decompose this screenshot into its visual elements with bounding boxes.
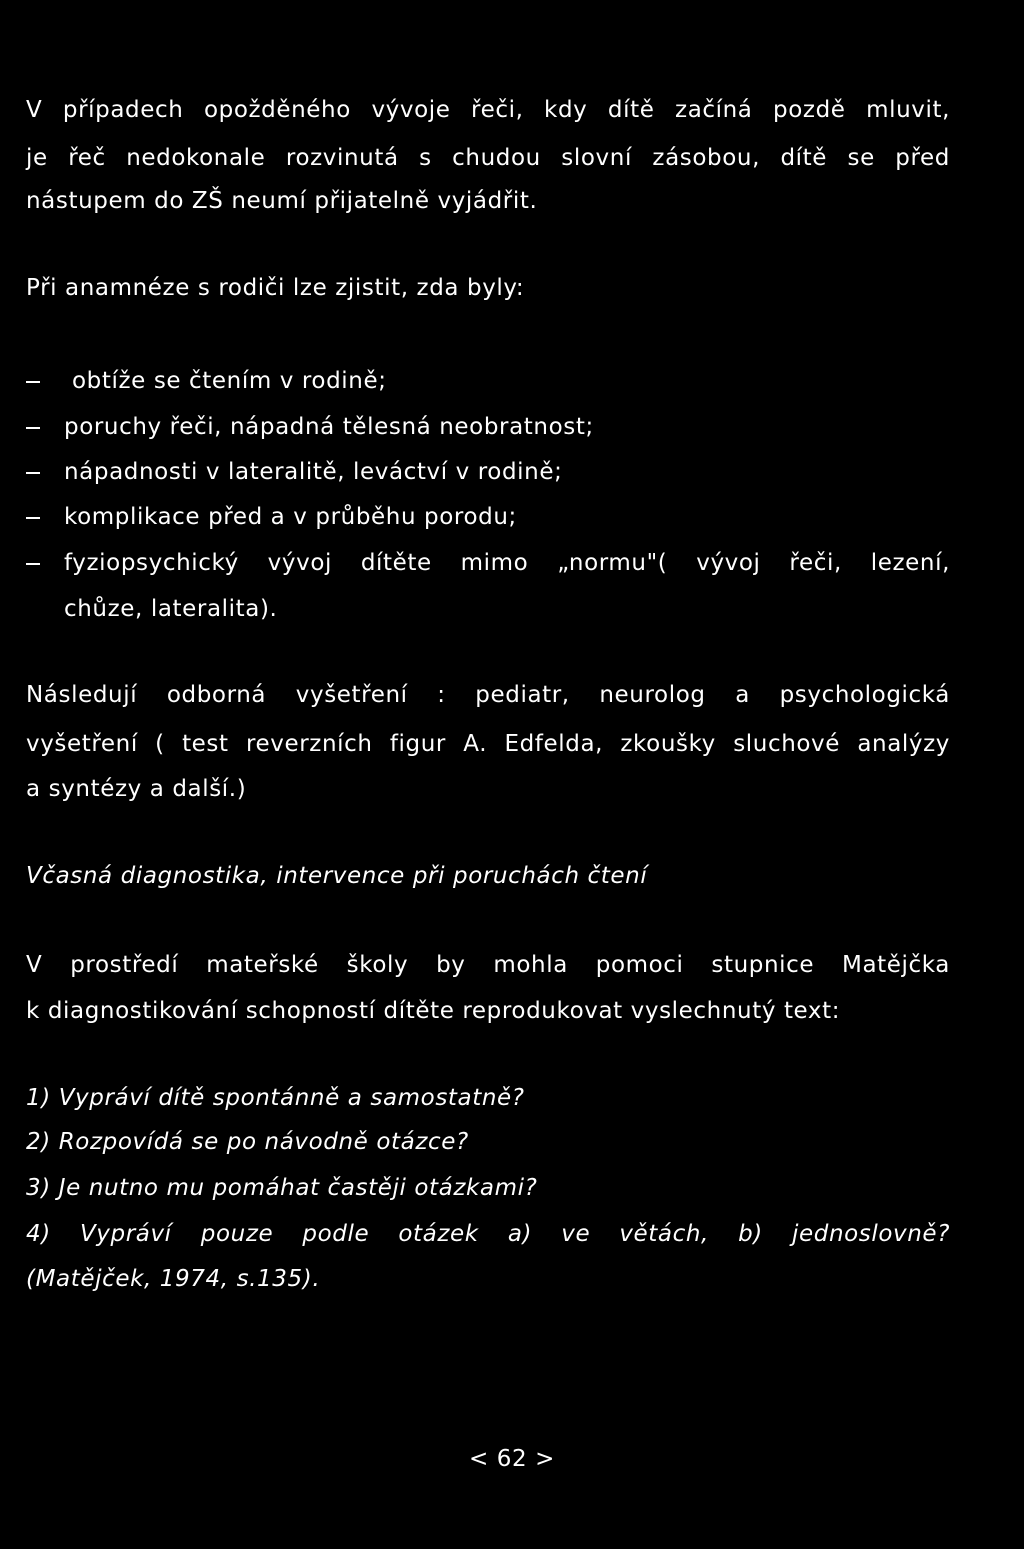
list-item-2: poruchy řeči, nápadná tělesná neobratnost; (64, 414, 594, 440)
section-heading: Včasná diagnostika, intervence při poruchách čtení (26, 863, 648, 889)
list-dash-icon (26, 563, 40, 565)
list-dash-icon (26, 517, 40, 519)
paragraph-1-line-1: V případech opožděného vývoje řeči, kdy dítě začíná pozdě mluvit, (26, 97, 950, 123)
paragraph-4-line-1: V prostředí mateřské školy by mohla pomoci stupnice Matějčka (26, 952, 950, 978)
paragraph-3-line-1: Následují odborná vyšetření : pediatr, neurolog a psychologická (26, 682, 950, 708)
list-dash-icon (26, 427, 40, 429)
paragraph-2-line-1: Při anamnéze s rodiči lze zjistit, zda byly: (26, 275, 525, 301)
paragraph-3-line-3: a syntézy a další.) (26, 776, 247, 802)
question-4: 4) Vypráví pouze podle otázek a) ve větách, b) jednoslovně? (26, 1221, 950, 1247)
list-item-5-continuation: chůze, lateralita). (64, 596, 278, 622)
list-item-4: komplikace před a v průběhu porodu; (64, 504, 517, 530)
paragraph-4-line-2: k diagnostikování schopností dítěte reprodukovat vyslechnutý text: (26, 998, 841, 1024)
list-item-5: fyziopsychický vývoj dítěte mimo „normu"( vývoj řeči, lezení, (64, 550, 950, 576)
paragraph-3-line-2: vyšetření ( test reverzních figur A. Edfelda, zkoušky sluchové analýzy (26, 731, 950, 757)
list-dash-icon (26, 472, 40, 474)
citation: (Matějček, 1974, s.135). (26, 1266, 321, 1292)
list-item-1: obtíže se čtením v rodině; (72, 368, 387, 394)
question-1: 1) Vypráví dítě spontánně a samostatně? (26, 1085, 525, 1111)
list-dash-icon (26, 381, 40, 383)
list-item-3: nápadnosti v lateralitě, leváctví v rodině; (64, 459, 563, 485)
paragraph-1-line-3: nástupem do ZŠ neumí přijatelně vyjádřit. (26, 188, 538, 214)
question-3: 3) Je nutno mu pomáhat častěji otázkami? (26, 1175, 538, 1201)
paragraph-1-line-2: je řeč nedokonale rozvinutá s chudou slovní zásobou, dítě se před (26, 145, 950, 171)
page-number: < 62 > (468, 1446, 556, 1472)
question-2: 2) Rozpovídá se po návodně otázce? (26, 1129, 469, 1155)
